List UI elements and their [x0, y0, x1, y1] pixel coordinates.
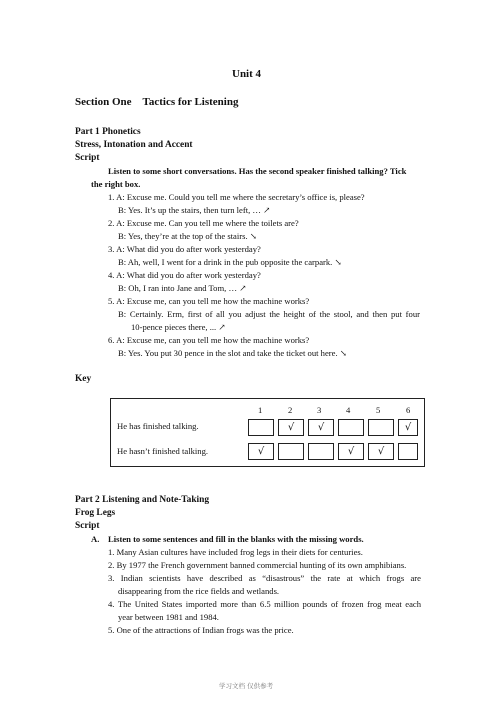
part2-heading: Part 2 Listening and Note-Taking	[75, 495, 210, 505]
tick-box: √	[278, 419, 304, 436]
part1-instruction-cont: the right box.	[91, 179, 141, 189]
key-column-header: 3	[317, 405, 322, 415]
key-column-header: 1	[258, 405, 263, 415]
dialogue-line: 6. A: Excuse me, can you tell me how the machine works?	[108, 335, 310, 345]
sentence-line: 4. The United States imported more than 6.5 million pounds of frozen frog meat each	[108, 599, 421, 609]
dialogue-line: 3. A: What did you do after work yesterday?	[108, 244, 261, 254]
tick-box: √	[248, 443, 274, 460]
sentence-line: 1. Many Asian cultures have included frog legs in their diets for centuries.	[108, 547, 363, 557]
part1-script-label: Script	[75, 153, 100, 163]
sentence-line: year between 1981 and 1984.	[118, 612, 219, 622]
tick-box: √	[398, 419, 418, 436]
key-column-header: 4	[346, 405, 351, 415]
key-column-header: 2	[288, 405, 293, 415]
part1-heading: Part 1 Phonetics	[75, 127, 141, 137]
dialogue-line: B: Yes. You put 30 pence in the slot and take the ticket out here. ↘	[118, 348, 347, 358]
dialogue-line: B: Oh, I ran into Jane and Tom, … ↗	[118, 283, 247, 293]
tick-box	[248, 419, 274, 436]
key-label: Key	[75, 374, 92, 384]
exercise-instruction: Listen to some sentences and fill in the blanks with the missing words.	[108, 534, 364, 544]
dialogue-line: B: Ah, well, I went for a drink in the pub opposite the carpark. ↘	[118, 257, 342, 267]
part2-script-label: Script	[75, 521, 100, 531]
key-row-label: He hasn’t finished talking.	[117, 446, 209, 456]
key-column-header: 5	[376, 405, 381, 415]
tick-box: √	[338, 443, 364, 460]
dialogue-line: 1. A: Excuse me. Could you tell me where the secretary’s office is, please?	[108, 192, 365, 202]
sentence-line: disappearing from the rice fields and wetlands.	[118, 586, 280, 596]
tick-box: √	[368, 443, 394, 460]
tick-box	[398, 443, 418, 460]
exercise-letter: A.	[91, 534, 100, 544]
dialogue-line: 5. A: Excuse me, can you tell me how the machine works?	[108, 296, 310, 306]
dialogue-line: B: Yes. It’s up the stairs, then turn left, … ↗	[118, 205, 271, 215]
key-row-label: He has finished talking.	[117, 421, 199, 431]
dialogue-line: B: Yes, they’re at the top of the stairs. ↘	[118, 231, 257, 241]
tick-box	[278, 443, 304, 460]
unit-title: Unit 4	[232, 68, 262, 80]
part2-subheading: Frog Legs	[75, 508, 116, 518]
part1-instruction: Listen to some short conversations. Has the second speaker finished talking? Tick	[108, 166, 407, 176]
tick-box	[308, 443, 334, 460]
page-footer: 学习文档 仅供参考	[219, 682, 274, 690]
key-column-header: 6	[406, 405, 411, 415]
tick-box	[368, 419, 394, 436]
sentence-line: 3. Indian scientists have described as “disastrous” the rate at which frogs are	[108, 573, 421, 583]
section-title: Section One Tactics for Listening	[75, 96, 239, 108]
tick-box	[338, 419, 364, 436]
dialogue-line: 4. A: What did you do after work yesterday?	[108, 270, 261, 280]
dialogue-line: 10-pence pieces there, ... ↗	[131, 322, 226, 332]
sentence-line: 2. By 1977 the French government banned commercial hunting of its own amphibians.	[108, 560, 407, 570]
dialogue-line: 2. A: Excuse me. Can you tell me where the toilets are?	[108, 218, 299, 228]
part1-subheading: Stress, Intonation and Accent	[75, 140, 193, 150]
dialogue-line: B: Certainly. Erm, first of all you adjust the height of the stool, and then put four	[118, 309, 420, 319]
tick-box: √	[308, 419, 334, 436]
sentence-line: 5. One of the attractions of Indian frogs was the price.	[108, 625, 294, 635]
